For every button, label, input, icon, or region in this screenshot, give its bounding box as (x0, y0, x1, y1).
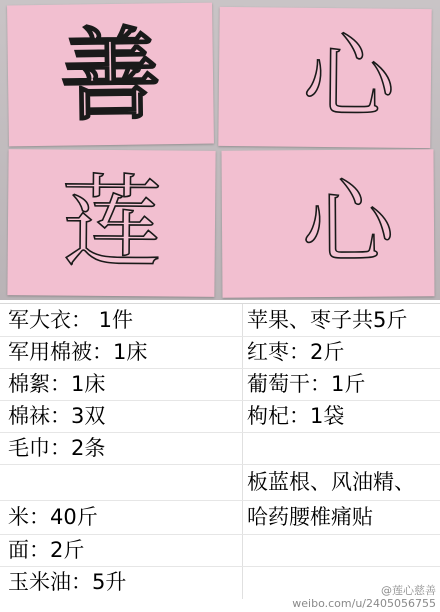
item-left: 棉袜：3双 (8, 404, 106, 428)
item-right: 苹果、枣子共5斤 (247, 308, 408, 332)
table-row (0, 534, 440, 567)
item-left: 米：40斤 (8, 505, 98, 529)
card-shan (7, 3, 214, 147)
item-left: 面：2斤 (8, 538, 85, 562)
table-row (0, 500, 440, 535)
watermark-handle: @莲心慈善 (381, 584, 436, 597)
card-xin (218, 7, 431, 148)
table-row (0, 368, 440, 401)
item-right: 枸杞：1袋 (247, 404, 345, 428)
card-xin-2 (221, 149, 434, 297)
card-character: 莲 (60, 163, 163, 282)
card-lian (7, 149, 215, 297)
item-left: 毛巾：2条 (8, 436, 106, 460)
table-row (0, 400, 440, 433)
item-right: 红枣：2斤 (247, 340, 345, 364)
item-right: 葡萄干：1斤 (247, 372, 366, 396)
weibo-watermark (292, 584, 436, 610)
cards-photo (0, 0, 440, 300)
item-left: 军大衣： 1件 (8, 308, 134, 332)
card-character: 心 (301, 169, 395, 277)
item-left: 玉米油：5升 (8, 570, 127, 594)
item-right: 哈药腰椎痛贴 (247, 505, 373, 529)
table-row (0, 304, 440, 337)
table-row (0, 464, 440, 501)
card-character: 善 (59, 14, 162, 135)
card-character: 心 (302, 23, 396, 132)
item-right: 板蓝根、风油精、 (247, 470, 415, 494)
watermark-url: weibo.com/u/2405056755 (292, 597, 436, 610)
item-left: 军用棉被：1床 (8, 340, 148, 364)
table-row (0, 432, 440, 465)
table-row (0, 336, 440, 369)
donation-items-table (0, 303, 440, 599)
item-left: 棉絮：1床 (8, 372, 106, 396)
